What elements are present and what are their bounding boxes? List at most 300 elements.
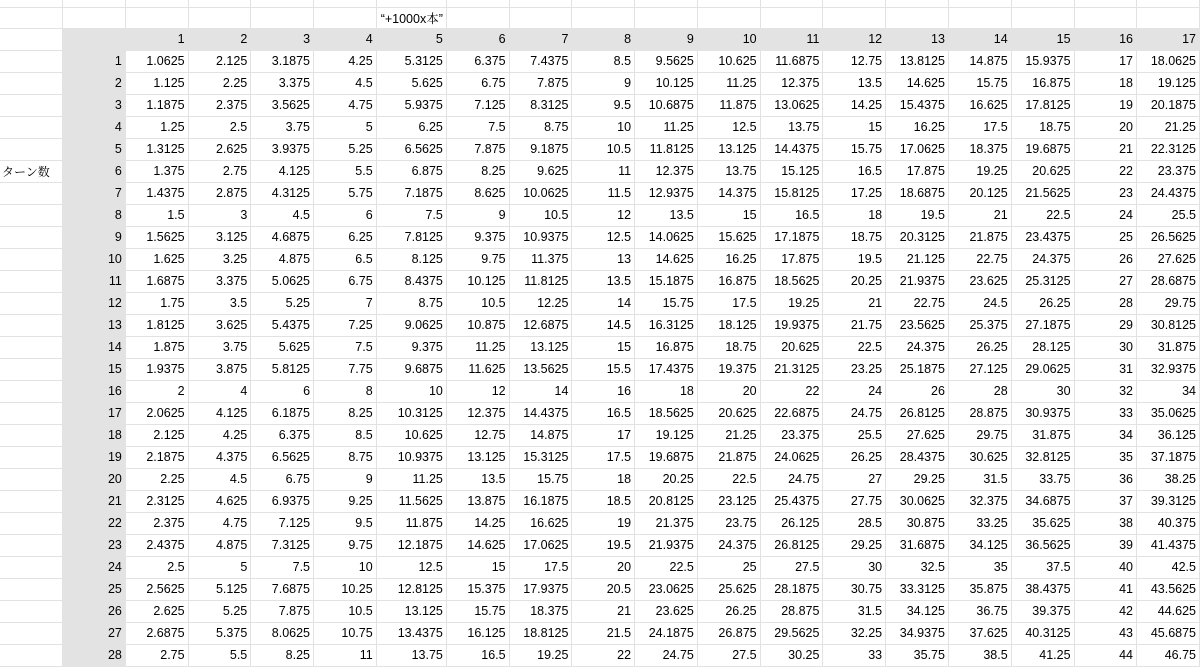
- empty-cell[interactable]: [0, 534, 63, 556]
- data-cell[interactable]: 20.1875: [1137, 94, 1200, 116]
- data-cell[interactable]: 22.5: [823, 336, 886, 358]
- data-cell[interactable]: 29: [1074, 314, 1136, 336]
- row-label-cell[interactable]: ターン数: [0, 160, 63, 182]
- data-cell[interactable]: 26.8125: [760, 534, 823, 556]
- data-cell[interactable]: 4.25: [188, 424, 251, 446]
- data-cell[interactable]: 11.8125: [635, 138, 698, 160]
- data-cell[interactable]: 21: [823, 292, 886, 314]
- empty-cell[interactable]: [1074, 7, 1136, 28]
- data-cell[interactable]: 23.125: [697, 490, 760, 512]
- data-cell[interactable]: 18: [572, 468, 635, 490]
- data-cell[interactable]: 8.5: [572, 50, 635, 72]
- data-cell[interactable]: 25: [1074, 226, 1136, 248]
- data-cell[interactable]: 17.5: [948, 116, 1011, 138]
- data-cell[interactable]: 7.875: [446, 138, 509, 160]
- data-cell[interactable]: 8.75: [376, 292, 446, 314]
- data-cell[interactable]: 18.75: [697, 336, 760, 358]
- column-header-cell[interactable]: 7: [509, 28, 572, 50]
- data-cell[interactable]: 14.4375: [760, 138, 823, 160]
- data-cell[interactable]: 11: [572, 160, 635, 182]
- data-cell[interactable]: 17.8125: [1011, 94, 1074, 116]
- data-cell[interactable]: 41.25: [1011, 644, 1074, 666]
- data-cell[interactable]: 1.875: [125, 336, 188, 358]
- data-cell[interactable]: 27.75: [823, 490, 886, 512]
- data-cell[interactable]: 27.625: [886, 424, 949, 446]
- data-cell[interactable]: 25.3125: [1011, 270, 1074, 292]
- data-cell[interactable]: 17.5: [697, 292, 760, 314]
- data-cell[interactable]: 10.625: [697, 50, 760, 72]
- data-cell[interactable]: 30.625: [948, 446, 1011, 468]
- data-cell[interactable]: 10: [376, 380, 446, 402]
- data-cell[interactable]: 16.875: [697, 270, 760, 292]
- data-cell[interactable]: 16.5: [572, 402, 635, 424]
- data-cell[interactable]: 21: [1074, 138, 1136, 160]
- data-cell[interactable]: 26.25: [823, 446, 886, 468]
- data-cell[interactable]: 1.4375: [125, 182, 188, 204]
- data-cell[interactable]: 24.75: [760, 468, 823, 490]
- data-cell[interactable]: 23.75: [697, 512, 760, 534]
- data-cell[interactable]: 12.25: [509, 292, 572, 314]
- data-cell[interactable]: 15.8125: [760, 182, 823, 204]
- empty-cell[interactable]: [823, 7, 886, 28]
- data-cell[interactable]: 8.25: [314, 402, 377, 424]
- data-cell[interactable]: 18: [635, 380, 698, 402]
- data-cell[interactable]: 20: [697, 380, 760, 402]
- row-index-cell[interactable]: 17: [63, 402, 125, 424]
- data-cell[interactable]: 5.5: [188, 644, 251, 666]
- data-cell[interactable]: 11.625: [446, 358, 509, 380]
- data-cell[interactable]: 34.9375: [886, 622, 949, 644]
- empty-cell[interactable]: [1011, 0, 1074, 7]
- data-cell[interactable]: 28.875: [760, 600, 823, 622]
- data-cell[interactable]: 2.4375: [125, 534, 188, 556]
- data-cell[interactable]: 18.5625: [635, 402, 698, 424]
- data-cell[interactable]: 14.4375: [509, 402, 572, 424]
- row-index-cell[interactable]: 10: [63, 248, 125, 270]
- data-cell[interactable]: 4.3125: [251, 182, 314, 204]
- empty-cell[interactable]: [948, 0, 1011, 7]
- data-cell[interactable]: 17.875: [886, 160, 949, 182]
- data-cell[interactable]: 15.625: [697, 226, 760, 248]
- data-cell[interactable]: 5.25: [251, 292, 314, 314]
- data-cell[interactable]: 1.5625: [125, 226, 188, 248]
- data-cell[interactable]: 7.4375: [509, 50, 572, 72]
- data-cell[interactable]: 6.875: [376, 160, 446, 182]
- data-cell[interactable]: 23.5625: [886, 314, 949, 336]
- column-header-cell[interactable]: 4: [314, 28, 377, 50]
- empty-cell[interactable]: [0, 248, 63, 270]
- data-cell[interactable]: 19.375: [697, 358, 760, 380]
- empty-cell[interactable]: [0, 138, 63, 160]
- data-cell[interactable]: 5.625: [376, 72, 446, 94]
- data-cell[interactable]: 3.875: [188, 358, 251, 380]
- data-cell[interactable]: 1.1875: [125, 94, 188, 116]
- data-cell[interactable]: 24: [823, 380, 886, 402]
- note-cell[interactable]: “+1000x本”: [376, 7, 446, 28]
- row-index-cell[interactable]: 23: [63, 534, 125, 556]
- data-cell[interactable]: 9.5: [314, 512, 377, 534]
- data-cell[interactable]: 24.375: [697, 534, 760, 556]
- data-cell[interactable]: 27: [823, 468, 886, 490]
- empty-cell[interactable]: [0, 424, 63, 446]
- data-cell[interactable]: 12.75: [446, 424, 509, 446]
- row-index-cell[interactable]: 8: [63, 204, 125, 226]
- data-cell[interactable]: 20.8125: [635, 490, 698, 512]
- data-cell[interactable]: 8.75: [314, 446, 377, 468]
- data-cell[interactable]: 19.5: [823, 248, 886, 270]
- data-cell[interactable]: 23.25: [823, 358, 886, 380]
- data-cell[interactable]: 11.25: [446, 336, 509, 358]
- data-cell[interactable]: 19.125: [635, 424, 698, 446]
- data-cell[interactable]: 2.125: [125, 424, 188, 446]
- data-cell[interactable]: 17: [572, 424, 635, 446]
- data-cell[interactable]: 7.875: [251, 600, 314, 622]
- data-cell[interactable]: 9.375: [446, 226, 509, 248]
- data-cell[interactable]: 13.875: [446, 490, 509, 512]
- data-cell[interactable]: 5.125: [188, 578, 251, 600]
- empty-cell[interactable]: [0, 94, 63, 116]
- data-cell[interactable]: 6.75: [446, 72, 509, 94]
- data-cell[interactable]: 19: [1074, 94, 1136, 116]
- data-cell[interactable]: 2.375: [125, 512, 188, 534]
- empty-cell[interactable]: [0, 622, 63, 644]
- data-cell[interactable]: 19.25: [509, 644, 572, 666]
- data-cell[interactable]: 2.875: [188, 182, 251, 204]
- data-cell[interactable]: 21.375: [635, 512, 698, 534]
- data-cell[interactable]: 35.875: [948, 578, 1011, 600]
- data-cell[interactable]: 14.875: [948, 50, 1011, 72]
- data-cell[interactable]: 18.375: [948, 138, 1011, 160]
- data-cell[interactable]: 8.0625: [251, 622, 314, 644]
- data-cell[interactable]: 6: [251, 380, 314, 402]
- empty-cell[interactable]: [0, 7, 63, 28]
- data-cell[interactable]: 6.5625: [251, 446, 314, 468]
- data-cell[interactable]: 9.625: [509, 160, 572, 182]
- data-cell[interactable]: 7.125: [446, 94, 509, 116]
- data-cell[interactable]: 4.5: [251, 204, 314, 226]
- data-cell[interactable]: 33: [823, 644, 886, 666]
- data-cell[interactable]: 30.875: [886, 512, 949, 534]
- data-cell[interactable]: 2.3125: [125, 490, 188, 512]
- empty-cell[interactable]: [697, 7, 760, 28]
- data-cell[interactable]: 14.0625: [635, 226, 698, 248]
- empty-cell[interactable]: [1137, 0, 1200, 7]
- empty-cell[interactable]: [635, 0, 698, 7]
- data-cell[interactable]: 6: [314, 204, 377, 226]
- data-cell[interactable]: 31: [1074, 358, 1136, 380]
- empty-cell[interactable]: [188, 7, 251, 28]
- data-cell[interactable]: 32.375: [948, 490, 1011, 512]
- row-index-cell[interactable]: 20: [63, 468, 125, 490]
- data-cell[interactable]: 8: [314, 380, 377, 402]
- data-cell[interactable]: 5.625: [251, 336, 314, 358]
- empty-cell[interactable]: [63, 0, 125, 7]
- data-cell[interactable]: 19.6875: [635, 446, 698, 468]
- data-cell[interactable]: 35.625: [1011, 512, 1074, 534]
- data-cell[interactable]: 26.875: [697, 622, 760, 644]
- data-cell[interactable]: 37.1875: [1137, 446, 1200, 468]
- data-cell[interactable]: 23.625: [948, 270, 1011, 292]
- data-cell[interactable]: 15.125: [760, 160, 823, 182]
- data-cell[interactable]: 8.25: [251, 644, 314, 666]
- data-cell[interactable]: 15.375: [446, 578, 509, 600]
- data-cell[interactable]: 29.25: [823, 534, 886, 556]
- data-cell[interactable]: 1.3125: [125, 138, 188, 160]
- data-cell[interactable]: 34.125: [886, 600, 949, 622]
- data-cell[interactable]: 16.625: [509, 512, 572, 534]
- data-cell[interactable]: 3.5625: [251, 94, 314, 116]
- data-cell[interactable]: 21.25: [697, 424, 760, 446]
- data-cell[interactable]: 15.5: [572, 358, 635, 380]
- row-index-cell[interactable]: 28: [63, 644, 125, 666]
- data-cell[interactable]: 25.1875: [886, 358, 949, 380]
- empty-cell[interactable]: [697, 0, 760, 7]
- data-cell[interactable]: 10.25: [314, 578, 377, 600]
- data-cell[interactable]: 25: [697, 556, 760, 578]
- data-cell[interactable]: 3.375: [251, 72, 314, 94]
- data-cell[interactable]: 6.25: [314, 226, 377, 248]
- data-cell[interactable]: 38.4375: [1011, 578, 1074, 600]
- data-cell[interactable]: 32.5: [886, 556, 949, 578]
- data-cell[interactable]: 4.75: [188, 512, 251, 534]
- data-cell[interactable]: 5.25: [188, 600, 251, 622]
- data-cell[interactable]: 10.3125: [376, 402, 446, 424]
- data-cell[interactable]: 13.0625: [760, 94, 823, 116]
- data-cell[interactable]: 20.25: [635, 468, 698, 490]
- data-cell[interactable]: 9.25: [314, 490, 377, 512]
- data-cell[interactable]: 16.625: [948, 94, 1011, 116]
- data-cell[interactable]: 5.0625: [251, 270, 314, 292]
- data-cell[interactable]: 25.375: [948, 314, 1011, 336]
- empty-cell[interactable]: [0, 116, 63, 138]
- data-cell[interactable]: 10.5: [446, 292, 509, 314]
- data-cell[interactable]: 15: [572, 336, 635, 358]
- data-cell[interactable]: 15.75: [823, 138, 886, 160]
- data-cell[interactable]: 36.125: [1137, 424, 1200, 446]
- data-cell[interactable]: 26: [1074, 248, 1136, 270]
- data-cell[interactable]: 14.625: [886, 72, 949, 94]
- data-cell[interactable]: 23.4375: [1011, 226, 1074, 248]
- empty-cell[interactable]: [0, 204, 63, 226]
- data-cell[interactable]: 6.375: [251, 424, 314, 446]
- column-header-cell[interactable]: 1: [125, 28, 188, 50]
- data-cell[interactable]: 27.125: [948, 358, 1011, 380]
- column-header-cell[interactable]: 13: [886, 28, 949, 50]
- empty-cell[interactable]: [1074, 0, 1136, 7]
- data-cell[interactable]: 19.6875: [1011, 138, 1074, 160]
- row-index-cell[interactable]: 21: [63, 490, 125, 512]
- data-cell[interactable]: 6.375: [446, 50, 509, 72]
- data-cell[interactable]: 7.125: [251, 512, 314, 534]
- data-cell[interactable]: 7: [314, 292, 377, 314]
- data-cell[interactable]: 2.5625: [125, 578, 188, 600]
- data-cell[interactable]: 3.1875: [251, 50, 314, 72]
- empty-cell[interactable]: [948, 7, 1011, 28]
- data-cell[interactable]: 27.5: [697, 644, 760, 666]
- data-cell[interactable]: 13.5: [823, 72, 886, 94]
- data-cell[interactable]: 21.25: [1137, 116, 1200, 138]
- data-cell[interactable]: 22: [760, 380, 823, 402]
- data-cell[interactable]: 15.3125: [509, 446, 572, 468]
- data-cell[interactable]: 1.625: [125, 248, 188, 270]
- data-cell[interactable]: 24: [1074, 204, 1136, 226]
- data-cell[interactable]: 38.5: [948, 644, 1011, 666]
- data-cell[interactable]: 14: [572, 292, 635, 314]
- data-cell[interactable]: 3.5: [188, 292, 251, 314]
- row-index-cell[interactable]: 14: [63, 336, 125, 358]
- data-cell[interactable]: 11.375: [509, 248, 572, 270]
- data-cell[interactable]: 28.875: [948, 402, 1011, 424]
- data-cell[interactable]: 30: [1074, 336, 1136, 358]
- data-cell[interactable]: 26.125: [760, 512, 823, 534]
- data-cell[interactable]: 12: [572, 204, 635, 226]
- data-cell[interactable]: 12.9375: [635, 182, 698, 204]
- data-cell[interactable]: 24.5: [948, 292, 1011, 314]
- data-cell[interactable]: 27.625: [1137, 248, 1200, 270]
- empty-cell[interactable]: [0, 292, 63, 314]
- empty-cell[interactable]: [886, 0, 949, 7]
- data-cell[interactable]: 17.25: [823, 182, 886, 204]
- data-cell[interactable]: 11.5: [572, 182, 635, 204]
- data-cell[interactable]: 21.125: [886, 248, 949, 270]
- data-cell[interactable]: 28: [1074, 292, 1136, 314]
- data-cell[interactable]: 13.5: [572, 270, 635, 292]
- data-cell[interactable]: 31.5: [823, 600, 886, 622]
- data-cell[interactable]: 22.5: [635, 556, 698, 578]
- empty-cell[interactable]: [0, 380, 63, 402]
- data-cell[interactable]: 11.6875: [760, 50, 823, 72]
- data-cell[interactable]: 17.0625: [509, 534, 572, 556]
- column-header-cell[interactable]: 3: [251, 28, 314, 50]
- data-cell[interactable]: 18.8125: [509, 622, 572, 644]
- data-cell[interactable]: 10.6875: [635, 94, 698, 116]
- data-cell[interactable]: 4.5: [314, 72, 377, 94]
- empty-cell[interactable]: [509, 7, 572, 28]
- data-cell[interactable]: 23.375: [1137, 160, 1200, 182]
- data-cell[interactable]: 8.4375: [376, 270, 446, 292]
- data-cell[interactable]: 15.75: [509, 468, 572, 490]
- data-cell[interactable]: 43.5625: [1137, 578, 1200, 600]
- data-cell[interactable]: 43: [1074, 622, 1136, 644]
- empty-cell[interactable]: [0, 72, 63, 94]
- data-cell[interactable]: 26: [886, 380, 949, 402]
- data-cell[interactable]: 2: [125, 380, 188, 402]
- data-cell[interactable]: 27: [1074, 270, 1136, 292]
- data-cell[interactable]: 6.1875: [251, 402, 314, 424]
- data-cell[interactable]: 23.625: [635, 600, 698, 622]
- data-cell[interactable]: 22.75: [886, 292, 949, 314]
- row-index-cell[interactable]: 24: [63, 556, 125, 578]
- data-cell[interactable]: 10.5: [509, 204, 572, 226]
- data-cell[interactable]: 9.375: [376, 336, 446, 358]
- row-index-cell[interactable]: 11: [63, 270, 125, 292]
- data-cell[interactable]: 5.8125: [251, 358, 314, 380]
- data-cell[interactable]: 16.1875: [509, 490, 572, 512]
- empty-cell[interactable]: [1137, 7, 1200, 28]
- data-cell[interactable]: 21: [572, 600, 635, 622]
- data-cell[interactable]: 26.25: [948, 336, 1011, 358]
- data-cell[interactable]: 14.25: [823, 94, 886, 116]
- data-cell[interactable]: 3: [188, 204, 251, 226]
- data-cell[interactable]: 10.5: [314, 600, 377, 622]
- data-cell[interactable]: 1.8125: [125, 314, 188, 336]
- data-cell[interactable]: 6.75: [251, 468, 314, 490]
- data-cell[interactable]: 14.375: [697, 182, 760, 204]
- data-cell[interactable]: 19.25: [948, 160, 1011, 182]
- data-cell[interactable]: 1.125: [125, 72, 188, 94]
- data-cell[interactable]: 33.75: [1011, 468, 1074, 490]
- data-cell[interactable]: 17.0625: [886, 138, 949, 160]
- data-cell[interactable]: 10.75: [314, 622, 377, 644]
- data-cell[interactable]: 15.75: [635, 292, 698, 314]
- row-index-cell[interactable]: 5: [63, 138, 125, 160]
- data-cell[interactable]: 20.25: [823, 270, 886, 292]
- data-cell[interactable]: 12.75: [823, 50, 886, 72]
- row-index-cell[interactable]: 22: [63, 512, 125, 534]
- data-cell[interactable]: 20.625: [760, 336, 823, 358]
- empty-cell[interactable]: [314, 7, 377, 28]
- empty-cell[interactable]: [0, 50, 63, 72]
- empty-cell[interactable]: [0, 182, 63, 204]
- data-cell[interactable]: 21.9375: [886, 270, 949, 292]
- data-cell[interactable]: 9.1875: [509, 138, 572, 160]
- row-index-cell[interactable]: 12: [63, 292, 125, 314]
- data-cell[interactable]: 44.625: [1137, 600, 1200, 622]
- data-cell[interactable]: 24.75: [635, 644, 698, 666]
- data-cell[interactable]: 13.75: [376, 644, 446, 666]
- data-cell[interactable]: 29.0625: [1011, 358, 1074, 380]
- empty-cell[interactable]: [188, 0, 251, 7]
- data-cell[interactable]: 3.75: [251, 116, 314, 138]
- data-cell[interactable]: 4: [188, 380, 251, 402]
- data-cell[interactable]: 15.75: [446, 600, 509, 622]
- row-index-cell[interactable]: 25: [63, 578, 125, 600]
- data-cell[interactable]: 45.6875: [1137, 622, 1200, 644]
- data-cell[interactable]: 15.1875: [635, 270, 698, 292]
- data-cell[interactable]: 21.3125: [760, 358, 823, 380]
- data-cell[interactable]: 31.875: [1137, 336, 1200, 358]
- data-cell[interactable]: 4.5: [188, 468, 251, 490]
- data-cell[interactable]: 20.625: [1011, 160, 1074, 182]
- data-cell[interactable]: 35.0625: [1137, 402, 1200, 424]
- data-cell[interactable]: 11.8125: [509, 270, 572, 292]
- data-cell[interactable]: 1.75: [125, 292, 188, 314]
- data-cell[interactable]: 24.375: [1011, 248, 1074, 270]
- data-cell[interactable]: 25.5: [1137, 204, 1200, 226]
- data-cell[interactable]: 4.125: [188, 402, 251, 424]
- data-cell[interactable]: 20.5: [572, 578, 635, 600]
- data-cell[interactable]: 3.25: [188, 248, 251, 270]
- data-cell[interactable]: 19.9375: [760, 314, 823, 336]
- data-cell[interactable]: 16.875: [1011, 72, 1074, 94]
- data-cell[interactable]: 41: [1074, 578, 1136, 600]
- data-cell[interactable]: 18.5: [572, 490, 635, 512]
- data-cell[interactable]: 9.75: [446, 248, 509, 270]
- data-cell[interactable]: 15.75: [948, 72, 1011, 94]
- column-header-cell[interactable]: 15: [1011, 28, 1074, 50]
- data-cell[interactable]: 12.5: [697, 116, 760, 138]
- data-cell[interactable]: 24.75: [823, 402, 886, 424]
- data-cell[interactable]: 15: [446, 556, 509, 578]
- empty-cell[interactable]: [125, 0, 188, 7]
- empty-cell[interactable]: [572, 0, 635, 7]
- data-cell[interactable]: 12.8125: [376, 578, 446, 600]
- data-cell[interactable]: 20.625: [697, 402, 760, 424]
- data-cell[interactable]: 21.875: [948, 226, 1011, 248]
- data-cell[interactable]: 21.5625: [1011, 182, 1074, 204]
- data-cell[interactable]: 7.5: [314, 336, 377, 358]
- data-cell[interactable]: 20.3125: [886, 226, 949, 248]
